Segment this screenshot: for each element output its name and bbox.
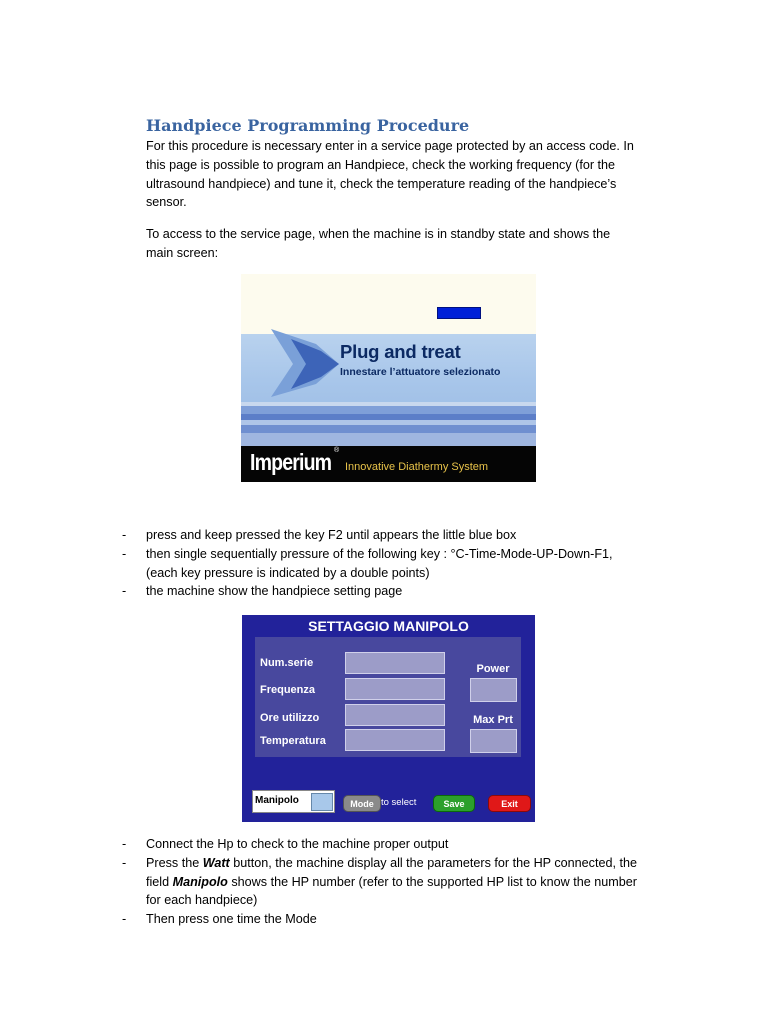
plug-and-treat-subtitle: Innestare l’attuatore selezionato xyxy=(340,366,501,378)
arrow-graphic xyxy=(271,329,341,399)
access-paragraph: To access to the service page, when the machine is in standby state and shows the main screen: xyxy=(146,227,611,260)
power-label: Power xyxy=(476,663,510,675)
ore-utilizzo-field[interactable] xyxy=(345,704,445,726)
manipolo-label: Manipolo xyxy=(255,795,299,806)
list-item: - Press the Watt button, the machine display all the parameters for the HP connected, the field Manipolo shows the HP number (refer to the supported HP list to know the number for each handpiece) xyxy=(122,855,637,908)
to-select-text: to select xyxy=(381,797,417,808)
fields-panel xyxy=(255,637,521,757)
watt-emphasis: Watt xyxy=(202,855,230,870)
manipolo-box xyxy=(252,790,335,813)
ore-utilizzo-label: Ore utilizzo xyxy=(260,712,320,724)
list-item: - then single sequentially pressure of the following key : °C-Time-Mode-UP-Down-F1,(each key pressure is indicated by a double points) xyxy=(122,546,613,580)
steps-list-2 xyxy=(118,835,638,929)
max-prt-label: Max Prt xyxy=(473,714,513,726)
frequenza-label: Frequenza xyxy=(260,684,316,696)
little-blue-box xyxy=(437,307,481,319)
temperatura-label: Temperatura xyxy=(260,735,326,747)
temperatura-field[interactable] xyxy=(345,729,445,751)
brand-footer xyxy=(241,446,536,482)
brand-tagline: Innovative Diathermy System xyxy=(345,461,489,473)
manipolo-emphasis: Manipolo xyxy=(172,874,228,889)
intro-paragraph: For this procedure is necessary enter in a service page protected by an access code. In this page is possible to program an Handpiece, check the working frequency (for the ultrasound handpiece) and tune it, check the temperature reading of the handpiece’s sensor. xyxy=(146,139,634,210)
num-serie-label: Num.serie xyxy=(260,657,314,669)
imperium-logo: Imperium xyxy=(250,449,332,475)
settaggio-title: SETTAGGIO MANIPOLO xyxy=(308,618,469,634)
exit-button[interactable]: Exit xyxy=(488,795,531,812)
power-field[interactable] xyxy=(470,678,517,702)
save-button[interactable]: Save xyxy=(433,795,475,812)
num-serie-field[interactable] xyxy=(345,652,445,674)
main-screen-figure xyxy=(241,274,536,482)
list-item: - press and keep pressed the key F2 until appears the little blue box xyxy=(122,528,517,542)
registered-mark: ® xyxy=(334,447,340,454)
steps-list-1 xyxy=(118,526,638,601)
manipolo-field[interactable] xyxy=(311,793,333,811)
frequenza-field[interactable] xyxy=(345,678,445,700)
settaggio-manipolo-figure xyxy=(242,615,535,822)
section-heading: Handpiece Programming Procedure xyxy=(146,116,470,135)
list-item: - Connect the Hp to check to the machine proper output xyxy=(122,837,449,851)
list-item: - the machine show the handpiece setting page xyxy=(122,584,403,599)
list-item: - Then press one time the Mode xyxy=(122,912,317,927)
mode-button[interactable]: Mode xyxy=(343,795,381,812)
plug-and-treat-title: Plug and treat xyxy=(340,341,461,362)
max-prt-field[interactable] xyxy=(470,729,517,753)
